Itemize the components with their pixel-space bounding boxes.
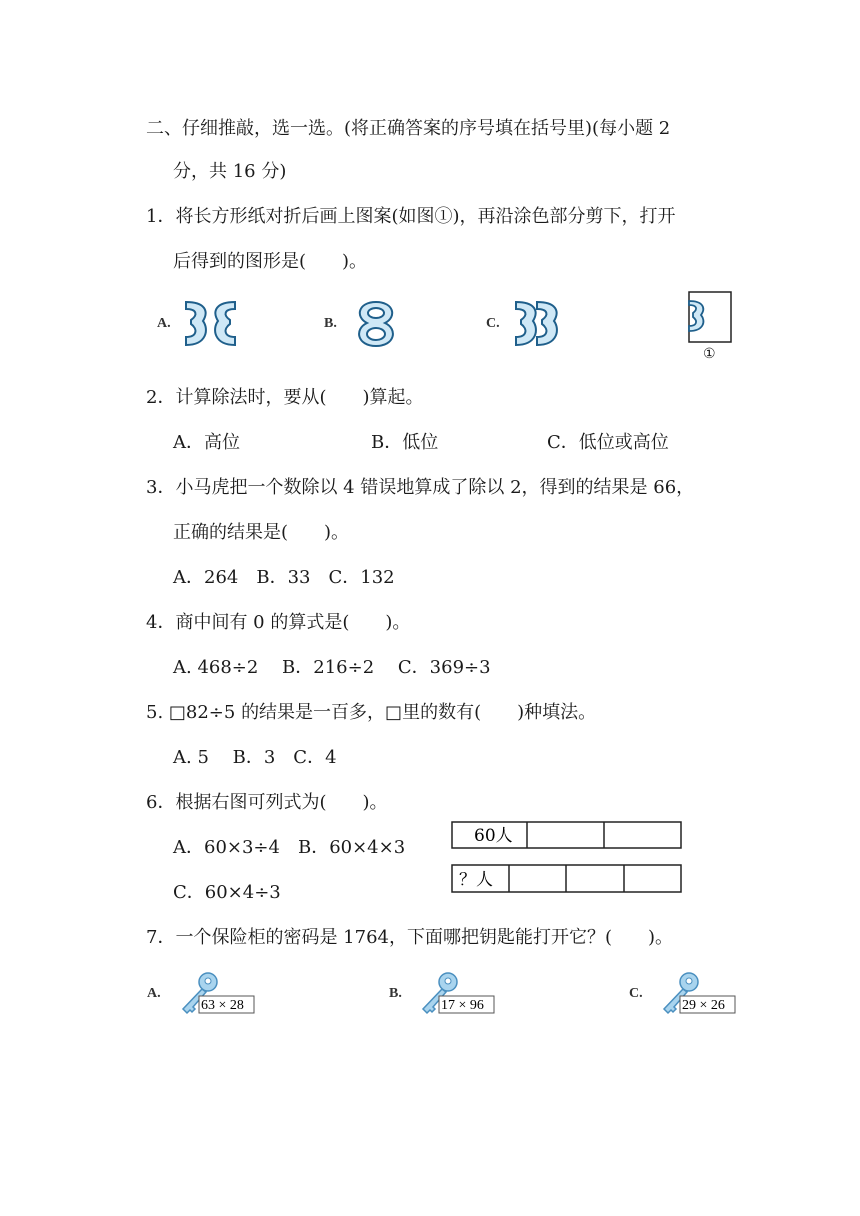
q7-stem: 7．一个保险柜的密码是 1764，下面哪把钥匙能打开它？( )。 <box>146 927 674 948</box>
q7-option-a-letter: A. <box>147 986 161 1001</box>
q1-stem-line2: 后得到的图形是( )。 <box>173 251 368 272</box>
q1-option-b-letter: B. <box>324 316 337 331</box>
q2-option-c: C．低位或高位 <box>547 432 669 453</box>
q7-key-a <box>178 972 258 1017</box>
q1-option-a-letter: A. <box>157 316 171 331</box>
q6-top-bar-label: 60人 <box>474 826 513 846</box>
section-title-line1: 二、仔细推敲，选一选。(将正确答案的序号填在括号里)(每小题 2 <box>146 118 671 139</box>
q2-option-b: B．低位 <box>371 432 439 453</box>
q4-options: A. 468÷2 B．216÷2 C．369÷3 <box>173 657 491 678</box>
q4-stem: 4．商中间有 0 的算式是( )。 <box>146 612 411 633</box>
q5-stem: 5. □82÷5 的结果是一百多，□里的数有( )种填法。 <box>146 702 597 723</box>
q7-key-b <box>418 972 498 1017</box>
q7-key-b-text: 17 × 96 <box>441 998 484 1013</box>
section-title-line2: 分，共 16 分) <box>173 161 287 182</box>
q6-bar-diagram <box>450 820 685 895</box>
q7-option-b-letter: B. <box>389 986 402 1001</box>
q1-option-c-shape <box>513 299 568 349</box>
q7-key-c-text: 29 × 26 <box>682 998 725 1013</box>
q7-option-c-letter: C. <box>629 986 643 1001</box>
q1-option-a-shape <box>183 299 238 349</box>
q7-key-c <box>659 972 739 1017</box>
q2-option-a: A．高位 <box>173 432 240 453</box>
q3-options: A．264 B．33 C．132 <box>173 567 395 588</box>
q1-stem-line1: 1．将长方形纸对折后画上图案(如图①)，再沿涂色部分剪下，打开 <box>146 206 676 227</box>
q7-key-a-text: 63 × 28 <box>201 998 244 1013</box>
q6-option-ab: A．60×3÷4 B．60×4×3 <box>173 837 406 858</box>
q6-stem: 6．根据右图可列式为( )。 <box>146 792 388 813</box>
q6-bottom-bar-label: ？人 <box>459 870 493 890</box>
q3-stem-line2: 正确的结果是( )。 <box>173 522 350 543</box>
q2-stem: 2．计算除法时，要从( )算起。 <box>146 387 424 408</box>
q1-figure-label: ① <box>703 346 716 362</box>
q5-options: A. 5 B．3 C．4 <box>173 747 337 768</box>
q1-option-b-shape <box>351 300 401 348</box>
q3-stem-line1: 3．小马虎把一个数除以 4 错误地算成了除以 2，得到的结果是 66， <box>146 477 695 498</box>
q1-option-c-letter: C. <box>486 316 500 331</box>
q6-option-c: C．60×4÷3 <box>173 882 281 903</box>
